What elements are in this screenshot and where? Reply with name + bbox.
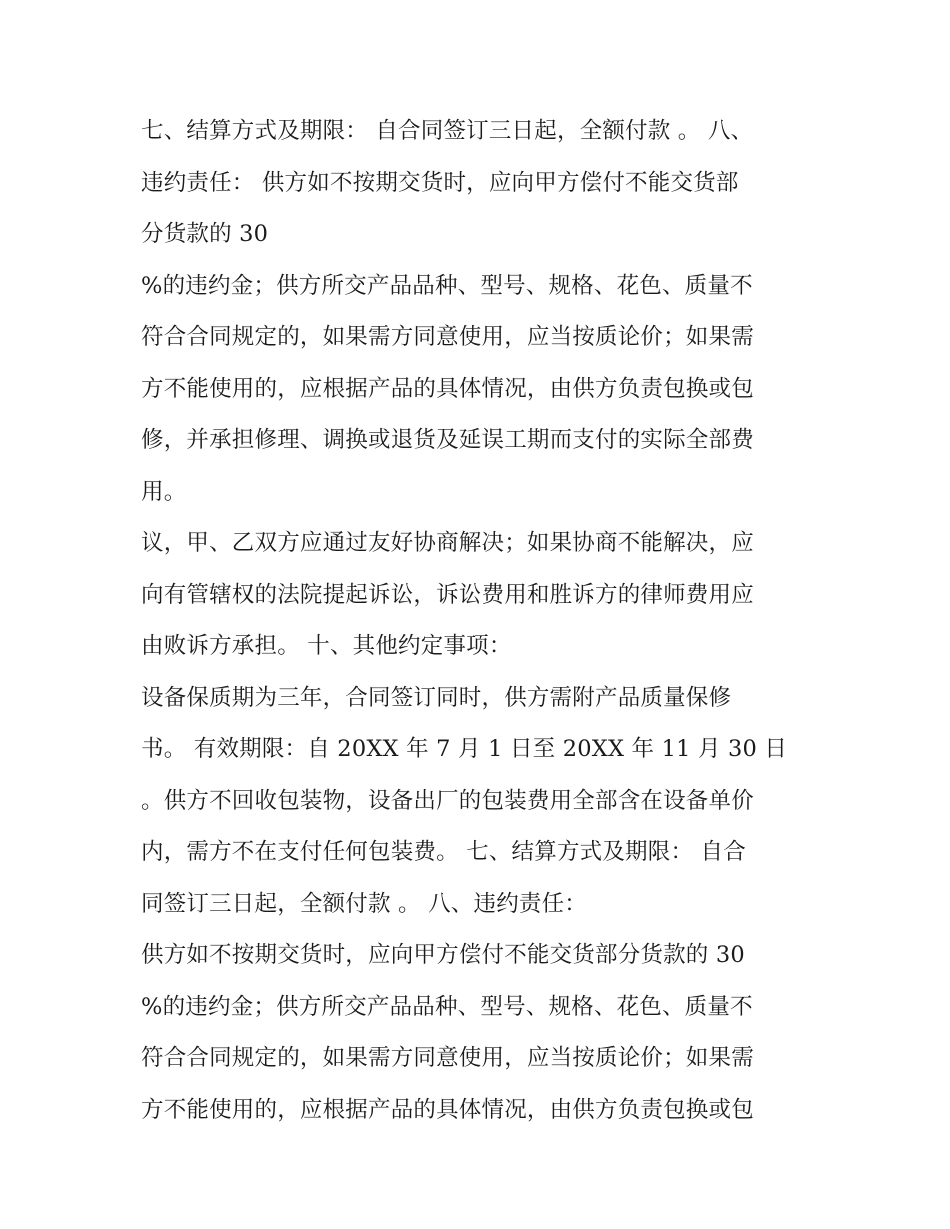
contract-text xyxy=(141,106,821,1136)
text-line: %的违约金；供方所交产品品种、型号、规格、花色、质量不 xyxy=(141,993,753,1020)
text-line: 修，并承担修理、调换或退货及延误工期而支付的实际全部费 xyxy=(141,427,754,453)
text-line: 书。 有效期限：自 20XX 年 7 月 1 日至 20XX 年 11 月 30 日 xyxy=(141,736,788,762)
text-line: 同签订三日起，全额付款 。 八、违约责任： xyxy=(141,890,588,917)
text-line: 符合合同规定的，如果需方同意使用，应当按质论价；如果需 xyxy=(141,324,754,350)
text-line: 由败诉方承担。 十、其他约定事项： xyxy=(141,633,512,659)
text-line: 方不能使用的，应根据产品的具体情况，由供方负责包换或包 xyxy=(141,1096,754,1123)
text-line: %的违约金；供方所交产品品种、型号、规格、花色、质量不 xyxy=(141,272,753,299)
text-line: 设备保质期为三年，合同签订同时，供方需附产品质量保修 xyxy=(141,684,732,711)
text-line: 。供方不回收包装物，设备出厂的包装费用全部含在设备单价 xyxy=(141,787,754,814)
text-line: 向有管辖权的法院提起诉讼，诉讼费用和胜诉方的律师费用应 xyxy=(141,581,754,608)
text-line: 供方如不按期交货时，应向甲方偿付不能交货部分货款的 30 xyxy=(141,942,745,968)
text-line: 符合合同规定的，如果需方同意使用，应当按质论价；如果需 xyxy=(141,1045,754,1071)
text-line: 用。 xyxy=(141,478,187,505)
text-line: 分货款的 30 xyxy=(141,221,269,247)
text-line: 方不能使用的，应根据产品的具体情况，由供方负责包换或包 xyxy=(141,375,754,402)
text-line: 七、结算方式及期限： 自合同签订三日起，全额付款 。 八、 xyxy=(141,118,754,144)
text-line: 议，甲、乙双方应通过友好协商解决；如果协商不能解决，应 xyxy=(141,530,754,556)
text-line: 违约责任： 供方如不按期交货时，应向甲方偿付不能交货部 xyxy=(141,169,739,196)
text-line: 内，需方不在支付任何包装费。 七、结算方式及期限： 自合 xyxy=(141,839,746,865)
